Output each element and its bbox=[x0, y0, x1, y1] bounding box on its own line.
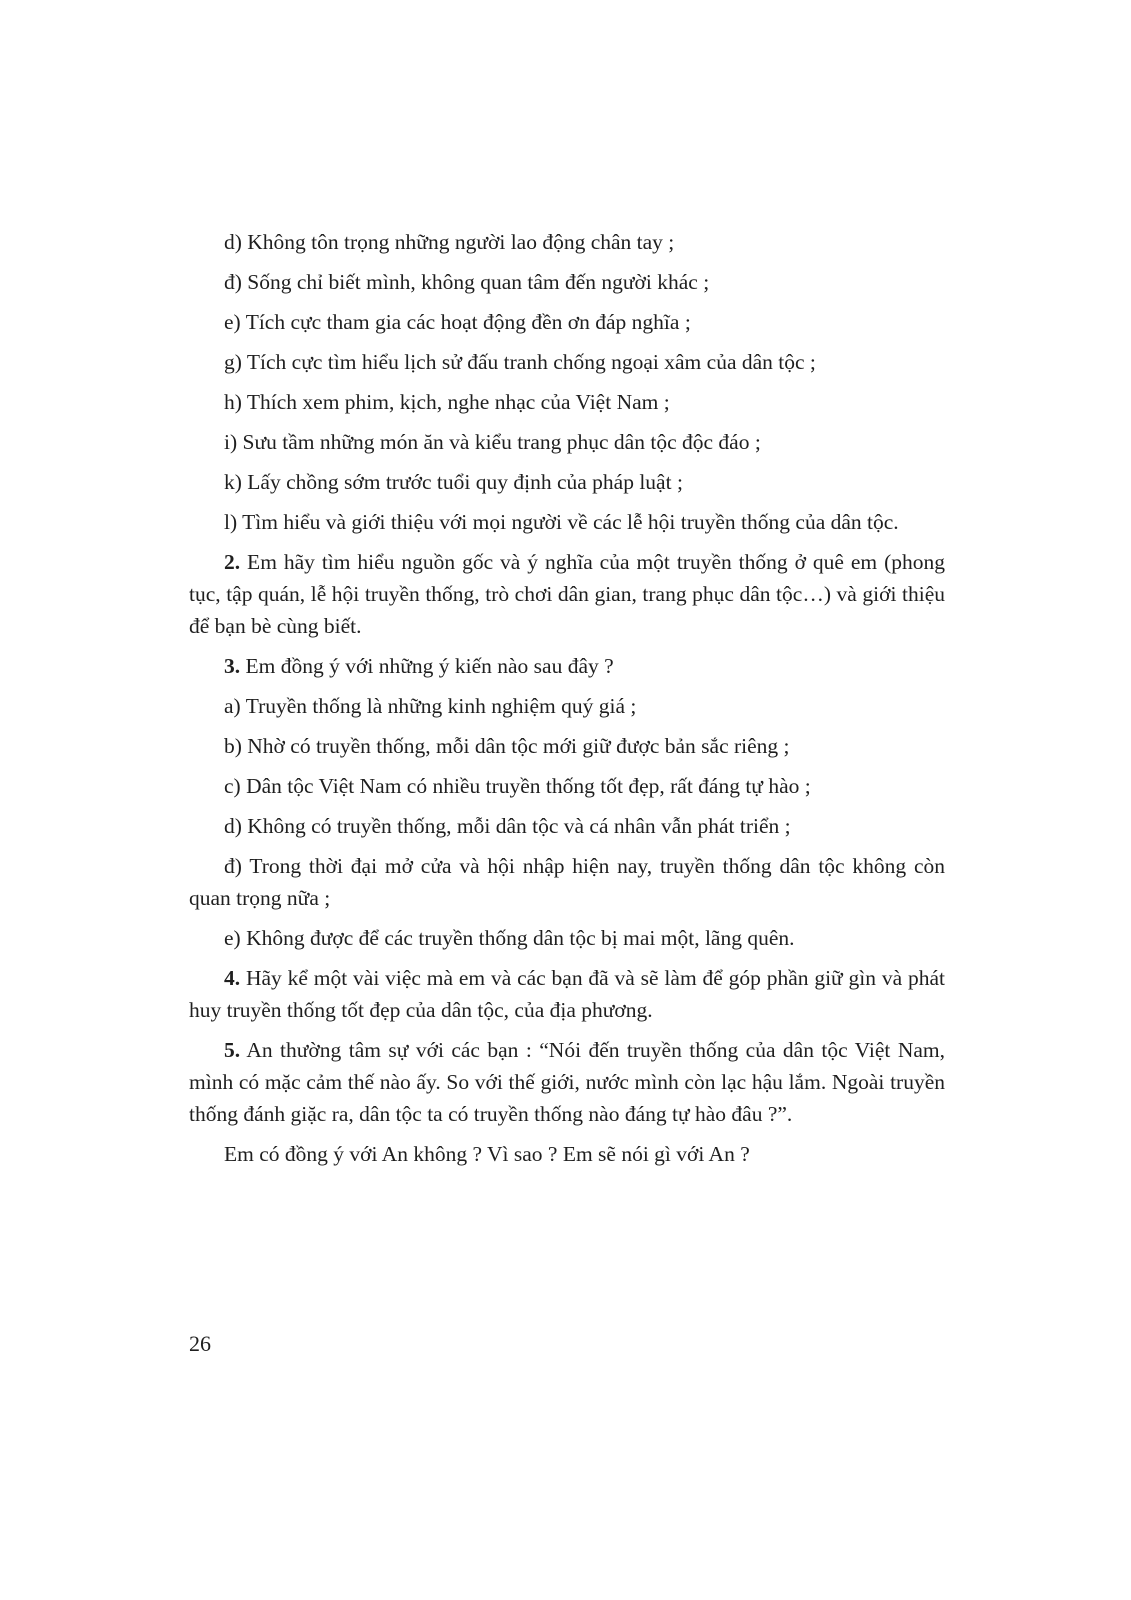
question-text: Em hãy tìm hiểu nguồn gốc và ý nghĩa của một truyền thống ở quê em (phong tục, tập quán, lễ hội truyền thống, trò chơi dân gian, trang phục dân tộc…) và giới thiệu để bạn bè cùng biết. bbox=[189, 550, 945, 638]
list-item: e) Tích cực tham gia các hoạt động đền ơn đáp nghĩa ; bbox=[224, 310, 691, 334]
option-item: d) Không có truyền thống, mỗi dân tộc và cá nhân vẫn phát triển ; bbox=[224, 814, 791, 838]
question-text: Em đồng ý với những ý kiến nào sau đây ? bbox=[240, 654, 614, 678]
question-4 bbox=[189, 962, 945, 1026]
list-item: l) Tìm hiểu và giới thiệu với mọi người về các lễ hội truyền thống của dân tộc. bbox=[224, 510, 899, 534]
question-number: 3. bbox=[224, 654, 241, 678]
option-item: e) Không được để các truyền thống dân tộc bị mai một, lãng quên. bbox=[224, 926, 795, 950]
list-item: h) Thích xem phim, kịch, nghe nhạc của Việt Nam ; bbox=[224, 390, 670, 414]
option-item: đ) Trong thời đại mở cửa và hội nhập hiện nay, truyền thống dân tộc không còn quan trọng nữa ; bbox=[189, 854, 945, 910]
list-item: g) Tích cực tìm hiểu lịch sử đấu tranh chống ngoại xâm của dân tộc ; bbox=[224, 350, 816, 374]
list-item: d) Không tôn trọng những người lao động chân tay ; bbox=[224, 230, 675, 254]
list-item: i) Sưu tầm những món ăn và kiểu trang phục dân tộc độc đáo ; bbox=[224, 430, 761, 454]
question-text: An thường tâm sự với các bạn : “Nói đến truyền thống của dân tộc Việt Nam, mình có mặc cảm thế nào ấy. So với thế giới, nước mình còn lạc hậu lắm. Ngoài truyền thống đánh giặc ra, dân tộc ta có truyền thống nào đáng tự hào đâu ?”. bbox=[189, 1038, 945, 1126]
question-number: 4. bbox=[224, 966, 241, 990]
page-number: 26 bbox=[189, 1331, 211, 1356]
question-2 bbox=[189, 546, 945, 642]
option-item: c) Dân tộc Việt Nam có nhiều truyền thống tốt đẹp, rất đáng tự hào ; bbox=[224, 774, 811, 798]
question-3 bbox=[189, 650, 945, 682]
option-item: b) Nhờ có truyền thống, mỗi dân tộc mới giữ được bản sắc riêng ; bbox=[224, 734, 790, 758]
question-5-followup: Em có đồng ý với An không ? Vì sao ? Em sẽ nói gì với An ? bbox=[224, 1142, 750, 1166]
question-5 bbox=[189, 1034, 945, 1130]
list-item: đ) Sống chỉ biết mình, không quan tâm đến người khác ; bbox=[224, 270, 710, 294]
list-item: k) Lấy chồng sớm trước tuổi quy định của pháp luật ; bbox=[224, 470, 683, 494]
option-item: a) Truyền thống là những kinh nghiệm quý giá ; bbox=[224, 694, 637, 718]
question-number: 5. bbox=[224, 1038, 241, 1062]
question-number: 2. bbox=[224, 550, 241, 574]
question-text: Hãy kể một vài việc mà em và các bạn đã và sẽ làm để góp phần giữ gìn và phát huy truyền thống tốt đẹp của dân tộc, của địa phương. bbox=[189, 966, 945, 1022]
exercise-text-block bbox=[189, 226, 945, 1178]
